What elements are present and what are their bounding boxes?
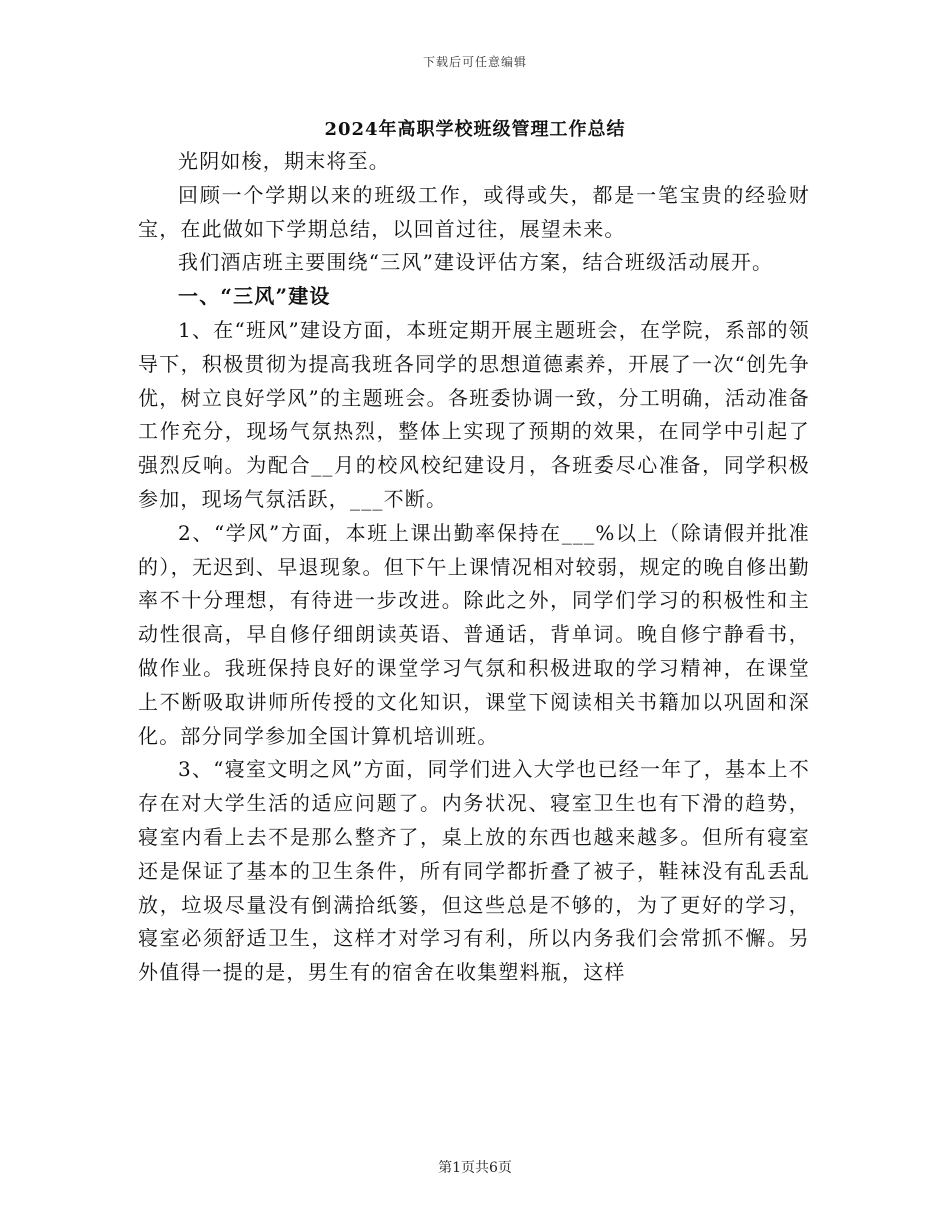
document-title: 2024年高职学校班级管理工作总结: [324, 119, 626, 140]
paragraph-study-style: 2、“学风”方面，本班上课出勤率保持在___%以上（除请假并批准的），无迟到、早退现象。但下午上课情况相对较弱，规定的晚自修出勤率不十分理想，有待进一步改进。除此之外，同学们学习的积极性和主动性很高，早自修仔细朗读英语、普通话，背单词。晚自修宁静看书，做作业。我班保持良好的课堂学习气氛和积极进取的学习精神，在课堂上不断吸取讲师所传授的文化知识，课堂下阅读相关书籍加以巩固和深化。部分同学参加全国计算机培训班。: [138, 520, 810, 748]
paragraph-dorm-style: 3、“寝室文明之风”方面，同学们进入大学也已经一年了，基本上不存在对大学生活的适应问题了。内务状况、寝室卫生也有下滑的趋势，寝室内看上去不是那么整齐了，桌上放的东西也越来越多。但所有寝室还是保证了基本的卫生条件，所有同学都折叠了被子，鞋袜没有乱丢乱放，垃圾尽量没有倒满拾纸篓，但这些总是不够的，为了更好的学习，寝室必须舒适卫生，这样才对学习有利，所以内务我们会常抓不懈。另外值得一提的是，男生有的宿舍在收集塑料瓶，这样: [138, 757, 810, 985]
section-heading: 一、“三风”建设: [178, 284, 331, 309]
paragraph-review: 回顾一个学期以来的班级工作，或得或失，都是一笔宝贵的经验财宝，在此做如下学期总结，以回首过往，展望未来。: [138, 182, 810, 241]
paragraph-focus: 我们酒店班主要围绕“三风”建设评估方案，结合班级活动展开。: [178, 250, 774, 275]
paragraph-intro: 光阴如梭，期末将至。: [178, 149, 390, 173]
paragraph-class-style: 1、在“班风”建设方面，本班定期开展主题班会，在学院，系部的领导下，积极贯彻为提高我班各同学的思想道德素养，开展了一次“创先争优，树立良好学风”的主题班会。各班委协调一致，分工明确，活动准备工作充分，现场气氛热烈，整体上实现了预期的效果，在同学中引起了强烈反响。为配合__月的校风校纪建设月，各班委尽心准备，同学积极参加，现场气氛活跃，___不断。: [138, 317, 810, 511]
page-number: 第1页共6页: [438, 1160, 512, 1176]
header-note: 下载后可任意编辑: [422, 55, 527, 69]
document-body: [138, 145, 810, 990]
